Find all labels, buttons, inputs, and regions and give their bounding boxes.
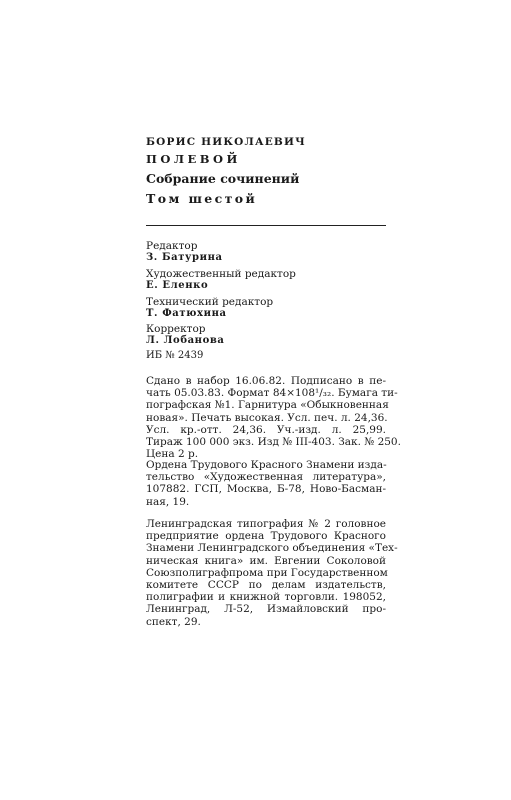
imprint-line: полиграфии и книжной торговли. 198052, xyxy=(146,591,386,604)
imprint-line: новая». Печать высокая. Усл. печ. л. 24,36. xyxy=(146,411,388,424)
imprint-line: 107882. ГСП, Москва, Б-78, Ново-Басман- xyxy=(146,483,386,496)
imprint-line: Ленинград, Л-52, Измайловский про- xyxy=(146,603,386,616)
imprint-line: комитете СССР по делам издательств, xyxy=(146,579,386,592)
imprint-line: Союзполиграфпрома при Государственном xyxy=(146,566,388,579)
collection-title: Собрание сочинений xyxy=(146,171,300,186)
imprint-line: ная, 19. xyxy=(146,495,190,508)
imprint-line: тельство «Художественная литература», xyxy=(146,471,386,484)
print-details-paragraph xyxy=(146,375,401,461)
imprint-line: Знамени Ленинградского объединения «Тех- xyxy=(146,542,398,555)
author-first-name: БОРИС НИКОЛАЕВИЧ xyxy=(146,136,306,148)
credit-role: Редактор xyxy=(146,240,198,252)
imprint-line: Тираж 100 000 экз. Изд № III-403. Зак. № 250. xyxy=(146,436,401,449)
credit-name: З. Батурина xyxy=(146,252,223,263)
credit-name: Л. Лобанова xyxy=(146,335,225,346)
credit-role: Художественный редактор xyxy=(146,268,296,280)
imprint-line: Ордена Трудового Красного Знамени изда- xyxy=(146,459,387,471)
title-divider xyxy=(146,225,386,226)
author-last-name: ПОЛЕВОЙ xyxy=(146,152,241,166)
imprint-line: чать 05.03.83. Формат 84×108¹/₃₂. Бумага ти- xyxy=(146,387,398,400)
credit-role: Технический редактор xyxy=(146,296,274,308)
imprint-line: Цена 2 р. xyxy=(146,448,199,461)
imprint-line: ническая книга» им. Евгении Соколовой xyxy=(146,554,386,567)
imprint-line: пографская №1. Гарнитура «Обыкновенная xyxy=(146,399,389,412)
credit-proofreader xyxy=(146,323,386,346)
imprint-line: Усл. кр.-отт. 24,36. Уч.-изд. л. 25,99. xyxy=(146,423,386,436)
publisher-paragraph xyxy=(146,459,386,508)
ib-number: ИБ № 2439 xyxy=(146,350,204,361)
credit-tech-editor xyxy=(146,296,386,319)
imprint-line: Ленинградская типография № 2 головное xyxy=(146,518,386,530)
credit-role: Корректор xyxy=(146,323,206,335)
imprint-line: спект, 29. xyxy=(146,615,201,628)
credit-art-editor xyxy=(146,268,386,291)
printer-paragraph xyxy=(146,518,398,628)
credit-name: Е. Еленко xyxy=(146,280,209,291)
volume-title: Том шестой xyxy=(146,191,258,206)
credit-editor xyxy=(146,240,386,263)
credit-name: Т. Фатюхина xyxy=(146,308,227,319)
imprint-line: предприятие ордена Трудового Красного xyxy=(146,530,386,543)
imprint-line: Сдано в набор 16.06.82. Подписано в пе- xyxy=(146,375,386,387)
